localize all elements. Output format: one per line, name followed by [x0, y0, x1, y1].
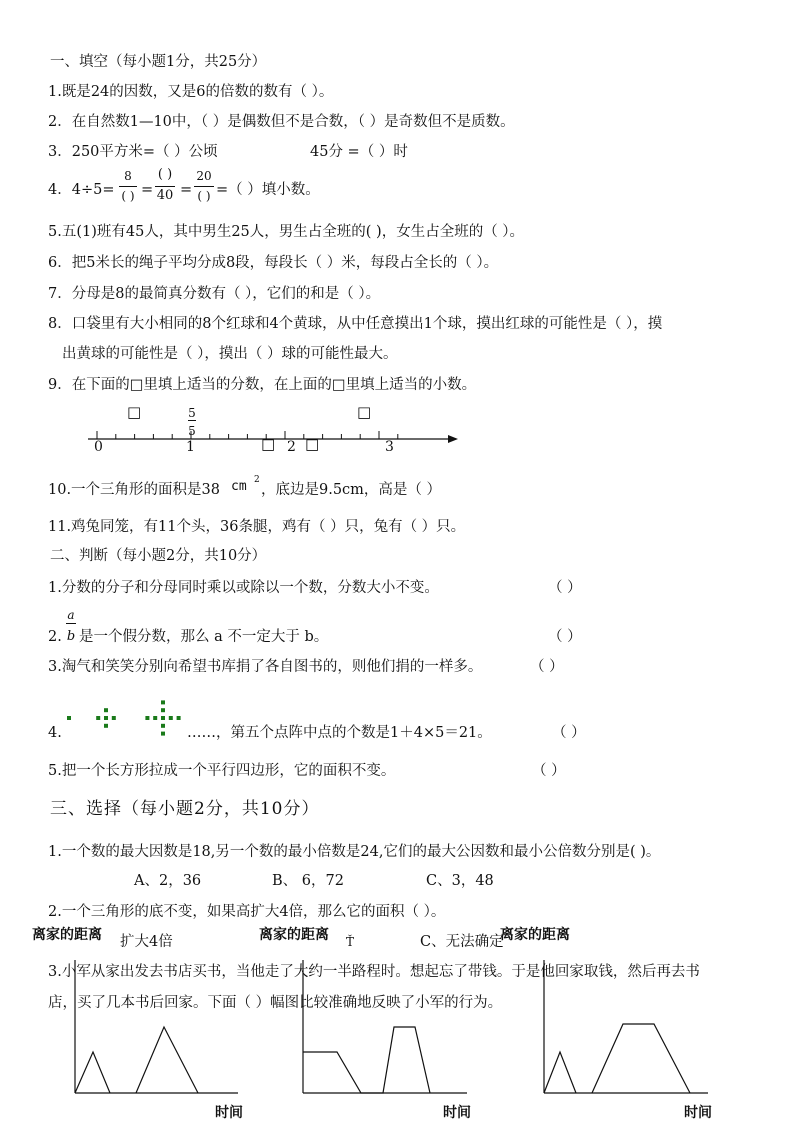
q4-fraction-3-denominator: ( ): [197, 189, 211, 203]
graph-2: [303, 960, 467, 1093]
s2-question-1-answer-blank: （ ）: [548, 580, 582, 596]
s2-q2-numerator: a: [67, 608, 75, 622]
s3-q2-option-b-fragment: Ť: [346, 935, 355, 949]
section2-title: 二、判断（每小题2分，共10分）: [50, 548, 267, 564]
q4-equals-2: =: [180, 182, 193, 198]
q4-equals-1: =: [141, 182, 154, 198]
s2-question-1: 1.分数的分子和分母同时乘以或除以一个数，分数大小不变。: [48, 580, 439, 596]
s2-question-2-text: 是一个假分数，那么 a 不一定大于 b。: [79, 629, 329, 645]
s3-question-2: 2.一个三角形的底不变，如果高扩大4倍，那么它的面积（ ）。: [48, 904, 446, 920]
graph-1-xlabel: 时间: [215, 1105, 243, 1121]
number-line-label-3: 3: [385, 439, 394, 455]
s2-question-2-answer-blank: （ ）: [548, 629, 582, 645]
number-line-label-1: 1: [186, 439, 195, 455]
s1-question-8a: 8．口袋里有大小相同的8个红球和4个黄球，从中任意摸出1个球，摸出红球的可能性是（ ），摸: [48, 316, 663, 332]
q10-unit-superscript: 2: [254, 475, 260, 485]
s2-question-3: 3.淘气和笑笑分别向希望书库捐了各自图书的，则他们捐的一样多。: [48, 659, 483, 675]
number-line-label-2: 2: [287, 439, 296, 455]
s1-question-4-suffix: =（ ）填小数。: [216, 182, 320, 198]
section1-title: 一、填空（每小题1分，共25分）: [50, 54, 267, 70]
s2-question-2-prefix: 2.: [48, 629, 62, 645]
s1-question-6: 6．把5米长的绳子平均分成8段，每段长（ ）米，每段占全长的（ ）。: [48, 255, 499, 271]
s1-question-5: 5.五(1)班有45人，其中男生25人，男生占全班的( )，女生占全班的（ ）。: [48, 224, 525, 240]
s1-question-3b: 45分 =（ ）时: [310, 144, 408, 160]
s3-q1-option-a: A、2，36: [134, 873, 202, 889]
s3-question-3b: 店，买了几本书后回家。下面（ ）幅图比较准确地反映了小军的行为。: [48, 995, 503, 1011]
number-line-fraction-denominator: 5: [188, 424, 196, 438]
q4-fraction-1-denominator: ( ): [121, 189, 135, 203]
q10-unit: cm: [231, 479, 247, 494]
q4-fraction-3-numerator: 20: [196, 169, 212, 183]
s1-question-7: 7．分母是8的最简真分数有（ ），它们的和是（ ）。: [48, 286, 381, 302]
s3-q1-option-c: C、3，48: [426, 873, 494, 889]
s3-question-3a: 3.小军从家出发去书店买书，当他走了大约一半路程时。想起忘了带钱。于是他回家取钱，然后再去书: [48, 964, 700, 980]
s1-question-4-prefix: 4．4÷5=: [48, 182, 115, 198]
graph-2-ylabel: 离家的距离: [259, 927, 329, 943]
s1-question-10-suffix: ，底边是9.5cm，高是（ ）: [261, 482, 442, 498]
q4-fraction-1-numerator: 8: [124, 169, 132, 183]
q4-fraction-2-denominator: 40: [156, 188, 174, 203]
graph-2-xlabel: 时间: [443, 1105, 471, 1121]
number-line-bottom-box-1: □: [261, 435, 276, 453]
s1-question-8b: 出黄球的可能性是（ ），摸出（ ）球的可能性最大。: [62, 346, 398, 362]
s2-question-5: 5.把一个长方形拉成一个平行四边形，它的面积不变。: [48, 763, 396, 779]
graph-3-xlabel: 时间: [684, 1105, 712, 1121]
s1-question-3a: 3．250平方米=（ ）公顷: [48, 144, 218, 160]
s1-question-1: 1.既是24的因数，又是6的倍数的数有（ ）。: [48, 84, 334, 100]
s3-question-1: 1.一个数的最大因数是18,另一个数的最小倍数是24,它们的最大公因数和最小公倍数分别是( )。: [48, 844, 661, 860]
q4-fraction-2-numerator: ( ): [157, 167, 173, 182]
s2-question-4-text: ……，第五个点阵中点的个数是1＋4×5＝21。: [187, 725, 492, 741]
s3-q2-option-a: 扩大4倍: [120, 934, 173, 950]
number-line-top-box-1: □: [127, 403, 142, 421]
s2-question-3-answer-blank: （ ）: [530, 659, 564, 675]
number-line-fraction-numerator: 5: [188, 406, 196, 420]
number-line-bottom-box-2: □: [305, 435, 320, 453]
s1-question-9: 9．在下面的□里填上适当的分数，在上面的□里填上适当的小数。: [48, 377, 477, 393]
s1-question-2: 2．在自然数1—10中，（ ）是偶数但不是合数，（ ）是奇数但不是质数。: [48, 114, 515, 130]
s2-question-4-prefix: 4.: [48, 725, 62, 741]
s1-question-10-prefix: 10.一个三角形的面积是38: [48, 482, 221, 498]
s2-question-4-answer-blank: （ ）: [552, 725, 586, 741]
s1-question-11: 11.鸡兔同笼，有11个头，36条腿，鸡有（ ）只，兔有（ ）只。: [48, 519, 466, 535]
s2-question-5-answer-blank: （ ）: [532, 763, 566, 779]
section3-title: 三、选择（每小题2分，共10分）: [50, 799, 320, 819]
graph-3: [544, 960, 708, 1093]
s3-q2-option-c: C、无法确定: [420, 934, 504, 950]
s2-q2-denominator: b: [66, 629, 76, 644]
graph-1: [75, 960, 238, 1093]
graph-3-ylabel: 离家的距离: [500, 927, 570, 943]
s3-q1-option-b: B、 6，72: [272, 873, 344, 889]
number-line-top-box-2: □: [357, 403, 372, 421]
graph-1-ylabel: 离家的距离: [32, 927, 102, 943]
number-line-label-0: 0: [94, 439, 103, 455]
